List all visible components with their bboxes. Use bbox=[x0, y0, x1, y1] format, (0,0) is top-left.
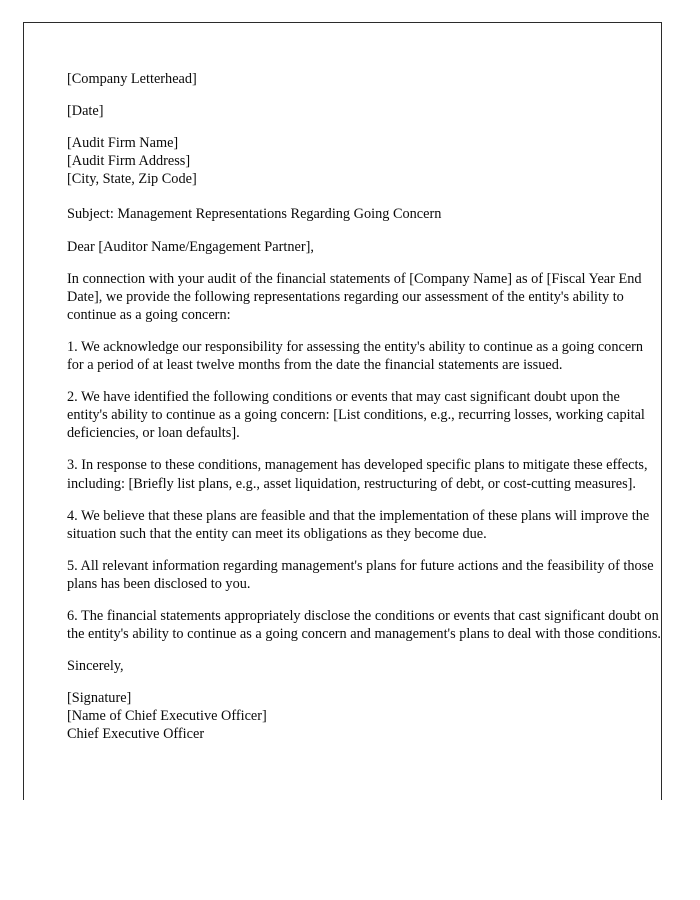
opening-paragraph: In connection with your audit of the financial statements of [Company Name] as of [Fiscal Year End Date], we provide the following representations regarding our assessment of the entity's ability to continue as a going concern: bbox=[67, 270, 642, 323]
letter-date-placeholder: [Date] bbox=[67, 103, 104, 120]
audit-firm-name-placeholder: [Audit Firm Name] bbox=[67, 135, 179, 152]
signer-title: Chief Executive Officer bbox=[67, 726, 205, 743]
signer-name-placeholder: [Name of Chief Executive Officer] bbox=[67, 708, 267, 725]
subject-line: Subject: Management Representations Regarding Going Concern bbox=[67, 206, 442, 223]
representation-item-1: 1. We acknowledge our responsibility for assessing the entity's ability to continue as a going concern for a period of at least twelve months from the date the financial statements are issued. bbox=[67, 338, 644, 374]
signature-placeholder: [Signature] bbox=[67, 690, 132, 707]
representation-item-5: 5. All relevant information regarding management's plans for future actions and the feasibility of those plans has been disclosed to you. bbox=[67, 557, 654, 592]
representation-item-6: 6. The financial statements appropriately disclose the conditions or events that cast significant doubt on the entity's ability to continue as a going concern and management's plans to deal with those conditions. bbox=[67, 607, 661, 643]
representation-item-2: 2. We have identified the following conditions or events that may cast significant doubt upon the entity's ability to continue as a going concern: [List conditions, e.g., recurring losses, working capital deficiencies, or loan defaults]. bbox=[67, 389, 645, 442]
recipient-address-block bbox=[67, 134, 663, 188]
audit-firm-city-state-zip-placeholder: [City, State, Zip Code] bbox=[67, 171, 197, 188]
audit-firm-address-placeholder: [Audit Firm Address] bbox=[67, 153, 191, 170]
signature-block bbox=[67, 689, 663, 743]
representation-item-4: 4. We believe that these plans are feasible and that the implementation of these plans will improve the situation such that the entity can meet its obligations as they become due. bbox=[67, 507, 650, 542]
closing-salutation: Sincerely, bbox=[67, 658, 124, 675]
letter-body bbox=[67, 70, 663, 744]
salutation: Dear [Auditor Name/Engagement Partner], bbox=[67, 238, 314, 255]
company-letterhead-placeholder: [Company Letterhead] bbox=[67, 71, 197, 87]
representation-item-3: 3. In response to these conditions, management has developed specific plans to mitigate these effects, including: [Briefly list plans, e.g., asset liquidation, restructuring of debt, or cost-cutting measures]. bbox=[67, 457, 648, 492]
letter-page-sheet bbox=[23, 22, 662, 800]
